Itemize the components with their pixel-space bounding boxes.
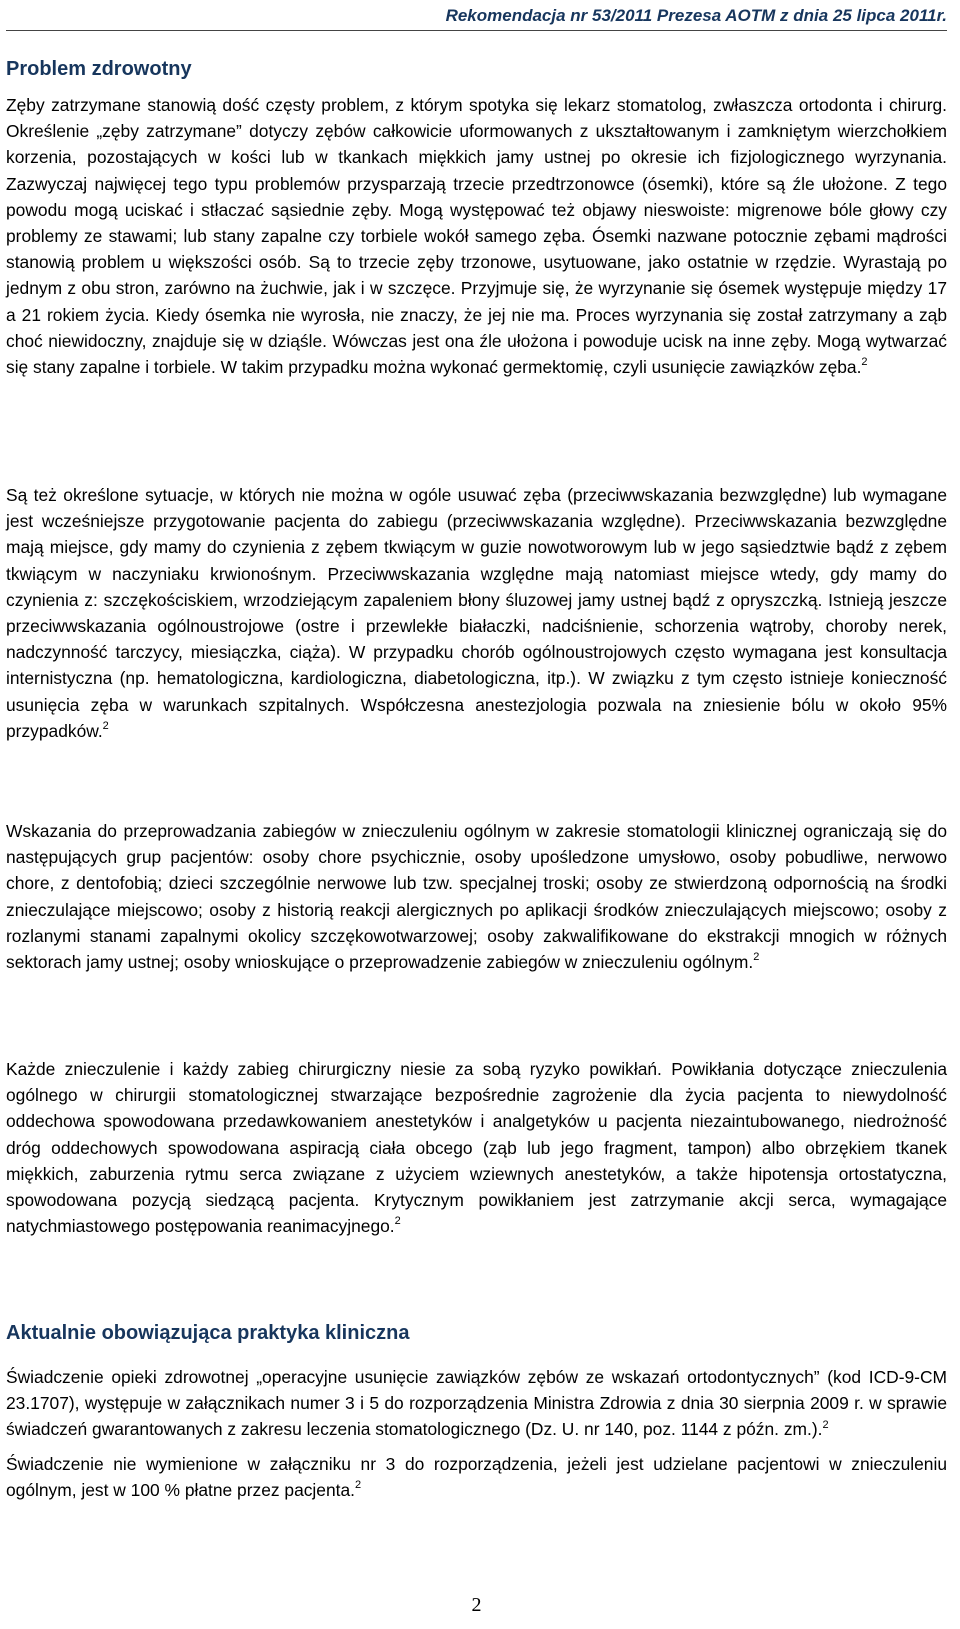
section-heading-problem: Problem zdrowotny [6,58,192,80]
header-title: Rekomendacja nr 53/2011 Prezesa AOTM z dnia 25 lipca 2011r. [445,6,947,25]
paragraph-text: Wskazania do przeprowadzania zabiegów w znieczuleniu ogólnym w zakresie stomatologii klinicznej ograniczają się do następujących grup pacjentów: osoby chore psychicznie, osoby upośledzone umysłowo, osoby pobudliwe, nerwowo chore, z dentofobią; dzieci szczególnie nerwowe lub tzw. specjalnej troski; osoby ze stwierdzoną odpornością na środki znieczulające miejscowo; osoby z historią reakcji alergicznych po aplikacji środków znieczulających miejscowo; osoby z rozlanymi stanami zapalnymi okolicy szczękowotwarzowej; osoby zakwalifikowane do ekstrakcji mnogich w różnych sektorach jamy ustnej; osoby wnioskujące o przeprowadzenie zabiegów w znieczuleniu ogólnym. [6,821,947,973]
paragraph-contraindications [6,482,947,744]
footnote-ref: 2 [822,1418,829,1431]
footnote-ref: 2 [861,356,868,369]
paragraph-general-anesthesia-indications [6,818,947,975]
page-number: 2 [471,1594,482,1616]
paragraph-complications [6,1056,947,1239]
paragraph-text: Świadczenie opieki zdrowotnej „operacyjne usunięcie zawiązków zębów ze wskazań ortodontycznych” (kod ICD-9-CM 23.1707), występuje w załącznikach numer 3 i 5 do rozporządzenia Ministra Zdrowia z dnia 30 sierpnia 2009 r. w sprawie świadczeń gwarantowanych z zakresu leczenia stomatologicznego (Dz. U. nr 140, poz. 1144 z późn. zm.). [6,1367,947,1440]
page-header [6,0,947,31]
footnote-ref: 2 [753,951,760,964]
paragraph-text: Każde znieczulenie i każdy zabieg chirurgiczny niesie za sobą ryzyko powikłań. Powikłania dotyczące znieczulenia ogólnego w chirurgii stomatologicznej stwarzające bezpośrednie zagrożenie dla życia pacjenta to niewydolność oddechowa spowodowana przedawkowaniem anestetyków i analgetyków u pacjenta niezaintubowanego, niedrożność dróg oddechowych spowodowana aspiracją ciała obcego (ząb lub jego fragment, tampon) albo obrzękiem tkanek miękkich, zaburzenia rytmu serca związane z użyciem wziewnych anestetyków, a także hipotensja ortostatyczna, spowodowana pozycją siedzącą pacjenta. Krytycznym powikłaniem jest zatrzymanie akcji serca, wymagające natychmiastowego postępowania reanimacyjnego. [6,1059,947,1237]
footnote-ref: 2 [102,720,109,733]
paragraph-payment-info [6,1451,947,1503]
paragraph-text: Są też określone sytuacje, w których nie można w ogóle usuwać zęba (przeciwwskazania bezwzględne) lub wymagane jest wcześniejsze przygotowanie pacjenta do zabiegu (przeciwwskazania względne). Przeciwwskazania bezwzględne mają miejsce, gdy mamy do czynienia z zębem tkwiącym w guzie nowotworowym lub w jego sąsiedztwie bądź z zębem tkwiącym w naczyniaku krwionośnym. Przeciwwskazania względne mają natomiast miejsce wtedy, gdy mamy do czynienia z: szczękościskiem, wrzodziejącym zapaleniem błony śluzowej jamy ustnej bądź z opryszczką. Istnieją jeszcze przeciwwskazania ogólnoustrojowe (ostre i przewlekłe białaczki, nadciśnienie, schorzenia wątroby, choroby nerek, nadczynność tarczycy, miesiączka, ciąża). W przypadku chorób ogólnoustrojowych często wymagana jest konsultacja internistyczna (np. hematologiczna, kardiologiczna, diabetologiczna, itp.). W związku z tym często istnieje konieczność usunięcia zęba w warunkach szpitalnych. Współczesna anestezjologia pozwala na zniesienie bólu w około 95% przypadków. [6,485,947,741]
footnote-ref: 2 [394,1215,401,1228]
document-page [6,0,947,1629]
paragraph-text: Zęby zatrzymane stanowią dość częsty problem, z którym spotyka się lekarz stomatolog, zwłaszcza ortodonta i chirurg. Określenie „zęby zatrzymane” dotyczy zębów całkowicie uformowanych z ukształtowanym i zamkniętym wierzchołkiem korzenia, pozostających w kości lub w tkankach miękkich jamy ustnej po okresie ich fizjologicznego wyrzynania. Zazwyczaj najwięcej tego typu problemów przysparzają trzecie przedtrzonowce (ósemki), które są źle ułożone. Z tego powodu mogą uciskać i stłaczać sąsiednie zęby. Mogą występować też objawy nieswoiste: migrenowe bóle głowy czy problemy ze stawami; lub stany zapalne czy torbiele wokół samego zęba. Ósemki nazwane potocznie zębami mądrości stanowią problem u większości osób. Są to trzecie zęby trzonowe, usytuowane, jako ostatnie w rzędzie. Wyrastają po jednym z obu stron, zarówno na żuchwie, jak i w szczęce. Przyjmuje się, że wyrzynanie się ósemek występuje między 17 a 21 rokiem życia. Kiedy ósemka nie wyrosła, nie znaczy, że jej nie ma. Proces wyrzynania się został zatrzymany a ząb choć niewidoczny, znajduje się w dziąśle. Wówczas jest ona źle ułożona i powoduje ucisk na inne zęby. Mogą wytwarzać się stany zapalne i torbiele. W takim przypadku można wykonać germektomię, czyli usunięcie zawiązków zęba. [6,95,947,378]
paragraph-service-description [6,1364,947,1443]
section-heading-clinical-practice: Aktualnie obowiązująca praktyka kliniczna [6,1322,410,1344]
paragraph-impacted-teeth [6,92,947,380]
footnote-ref: 2 [354,1479,362,1492]
paragraph-text: Świadczenie nie wymienione w załączniku nr 3 do rozporządzenia, jeżeli jest udzielane pacjentowi w znieczuleniu ogólnym, jest w 100 % płatne przez pacjenta. [6,1454,947,1501]
